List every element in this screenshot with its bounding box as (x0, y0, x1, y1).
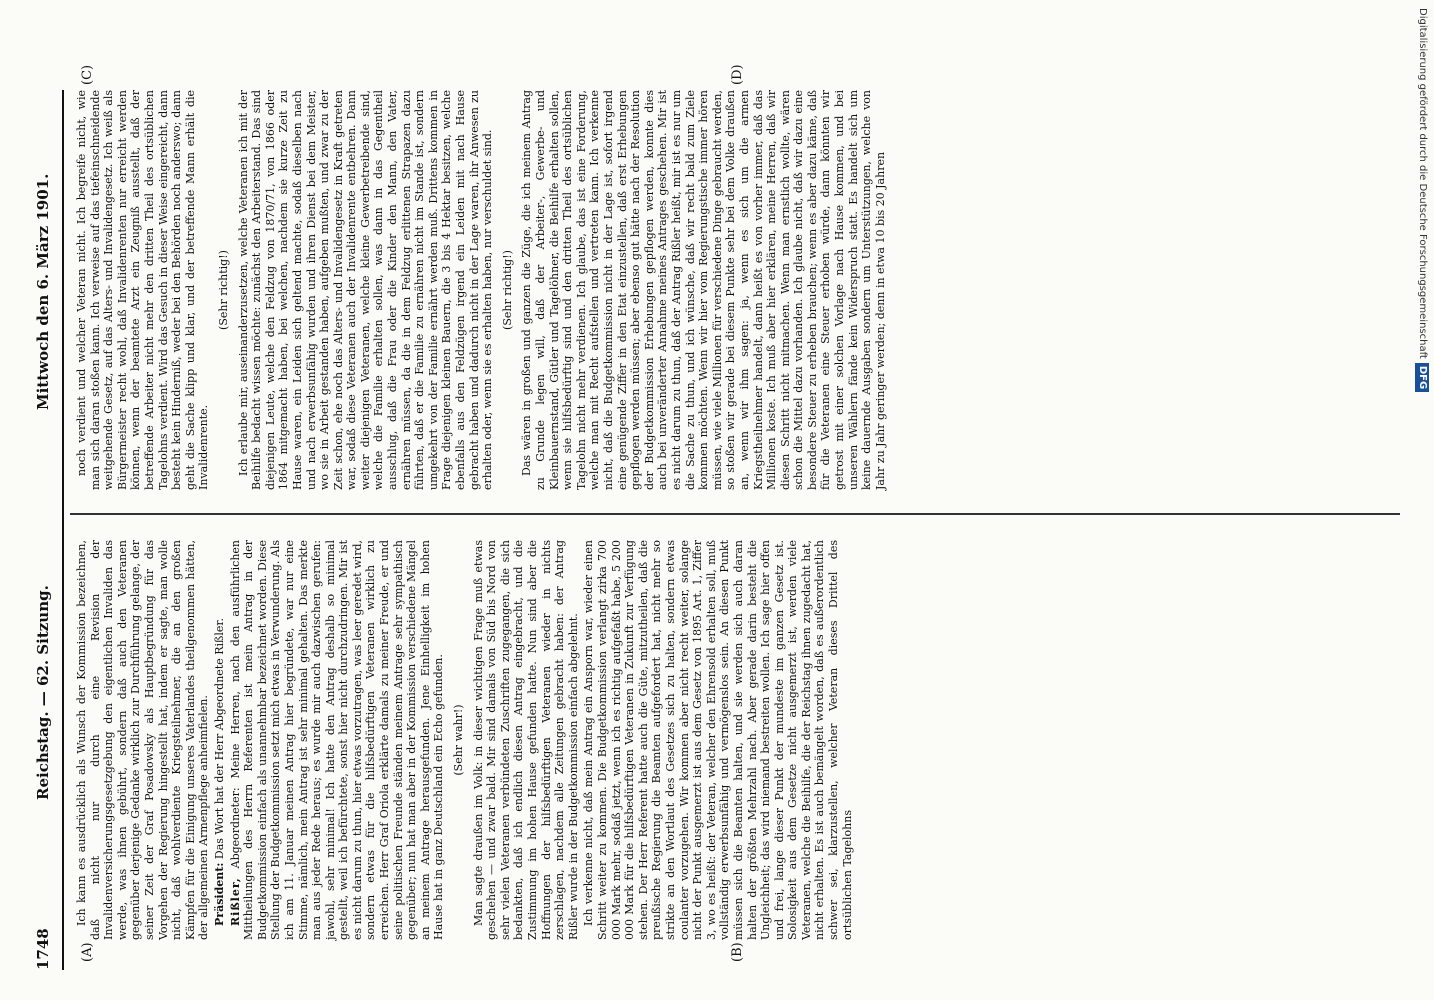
right-column (75, 90, 1375, 490)
paragraph: Ich erlaube mir, auseinanderzusetzen, welche Veteranen ich mit der Beihilfe bedacht wissen möchte: zunächst den Arbeiterstand. Das sind diejenigen Leute, welche den Feldzug von 1870/71, von 1866 oder 1864 mitgemacht haben, bei welchen, nachdem sie kurze Zeit zu Hause waren, ein Leiden sich geltend machte, sodaß dieselben nach und nach erwerbsunfähig wurden und ihren Dienst bei dem Meister, wo sie in Arbeit gestanden haben, aufgeben mußten, und zwar zu der Zeit schon, ehe noch das Alters- und Invalidengesetz in Kraft getreten war, sodaß diese Veteranen auch der Invalidenrente entbehren. Dann weiter diejenigen Veteranen, welche kleine Gewerbetreibende sind, welche die Familie erhalten sollen, was dann in das Gegentheil ausschlug, daß die Frau oder die Kinder den Mann, den Vater, ernähren müssen, da die in dem Feldzug erlittenen Strapazen dazu führten, daß er die Familie zu ernähren nicht im Stande ist, sondern umgekehrt von der Familie ernährt werden muß. Drittens kommen in Frage diejenigen kleinen Bauern, die 3 bis 4 Hektar besitzen, welche ebenfalls aus den Feldzügen irgend ein Leiden mit nach Hause gebracht haben und dadurch nicht in der Lage waren, ihr Anwesen zu erhalten oder, wenn sie es erhalten haben, nur verschuldet sind. (236, 90, 495, 490)
page-number: 1748 (34, 928, 52, 970)
paragraph-text: Das Wort hat der Herr Abgeordnete Rißler. (212, 618, 226, 860)
column-divider (70, 513, 1400, 515)
left-column (75, 540, 1375, 940)
margin-mark-a: (A) (80, 942, 95, 962)
interjection: (Sehr richtig!) (500, 250, 514, 330)
paragraph (213, 540, 227, 940)
speaker-label: Präsident: (212, 862, 226, 926)
paragraph: Ich kann es ausdrücklich als Wunsch der Kommission bezeichnen, daß nicht nur durch eine Revision der Invalidenversicherungsgesetzgebung den eigentlichen Invaliden das werde, was ihnen gebührt, sondern daß auch den Veteranen gegenüber derjenige Gedanke wirklich zur Durchführung gelange, der seiner Zeit der Graf Posadowsky als Hauptbegründung für das Vorgehen der Regierung hingestellt hat, indem er sagte, man wolle nicht, daß wohlverdiente Kriegsteilnehmer, die an den großen Kämpfen für die Einigung unseres Vaterlandes theilgenommen hätten, der allgemeinen Armenpflege anheimfielen. (75, 540, 211, 940)
header-rule (62, 90, 64, 970)
paragraph: noch verdient und welcher Veteran nicht. Ich begreife nicht, wie man sich daran stoßen kann. Ich verweise auf das tiefeinschneidende weitgehende Gesetz, auf das Alters- und Invalidengesetz. Ich weiß als Bürgermeister recht wohl, daß Invalidenrenten nur erreicht werden können, wenn der beamtete Arzt ein Zeugniß ausstellt, daß der betreffende Arbeiter nicht mehr den dritten Theil des ortsüblichen Tagelohns verdient. Wird das Gesuch in dieser Weise eingereicht, dann besteht kein Hinderniß, weder bei den Behörden noch anderswo; dann geht die Sache klipp und klar, und der betreffende Mann erhält die Invalidenrente. (75, 90, 211, 490)
header-title-left: Reichstag. — 62. Sitzung. (34, 585, 52, 800)
page-header (30, 110, 60, 970)
paragraph: Ich verkenne nicht, daß mein Antrag ein Ansporn war, wieder einen Schritt weiter zu kommen. Die Budgetkommission verlangt zirka 700 000 Mark mehr, sodaß jetzt, wenn ich es richtig aufgefaßt habe, 5 200 000 Mark für die hilfsbedürftigen Veteranen in Zukunft zur Verfügung stehen. Der Herr Referent hatte auch die Güte, mitzutheilen, daß die preußische Regierung die Beamten aufgefordert hat, nicht mehr so strikte an den Wortlaut des Gesetzes sich zu halten, sondern etwas coulanter vorzugehen. Wir kommen aber nicht recht weiter, solange nicht der Punkt ausgemerzt ist aus dem Gesetz von 1895 Art. 1, Ziffer 3, wo es heißt: der Veteran, welcher den Ehrensold erhalten soll, muß vollständig erwerbsunfähig und vermögenslos sein. An diesen Punkt müssen sich die Beamten halten, und sie werden sich auch daran halten der größten Mehrzahl nach. Aber gerade darin besteht die Ungleichheit; das wird niemand bestreiten wollen. Ich sage hier offen und frei, lange dieser Punkt der mundeste im ganzen Gesetz ist. Solosigkeit aus dem Gesetze nicht ausgemerzt ist, werden viele Veteranen, welche die Beihilfe, die der Reichstag ihnen zugedacht hat, nicht erhalten. Es ist auch bemängelt worden, daß es außerordentlich schwer sei, klarzustellen, welcher Veteran dieses Drittel des ortsüblichen Tagelohns (582, 540, 854, 940)
interjection: (Sehr wahr!) (452, 704, 466, 776)
interjection: (Sehr richtig!) (216, 250, 230, 330)
paragraph-text: Abgeordneter: Meine Herren, nach den ausführlichen Mittheilungen des Herrn Referenten ist mein Antrag in der Budgetkommission einfach als unannehmbar bezeichnet worden. Diese Stellung der Budgetkommission setzt mich etwas in Verwunderung. Als ich am 11. Januar meinen Antrag hier begründete, war nur eine Stimme, nämlich, mein Antrag ist sehr minimal gehalten. Das merkte man aus jeder Rede heraus; es wurde mir auch dazwischen gerufen: jawohl, sehr minimal! Ich hatte den Antrag deshalb so minimal gestellt, weil ich befürchtete, sonst hier nicht durchzudringen. Mir ist es nicht darum zu thun, hier etwas vorzutragen, was leer geredet wird, sondern etwas für die hilfsbedürftigen Veteranen wirklich zu erreichen. Herr Graf Oriola erklärte damals zu meiner Freude, er und seine politischen Freunde ständen meinem Antrage sehr sympathisch gegenüber; nun hat man aber in der Kommission verschiedene Mängel an meinem Antrage herausgefunden. Jene Einhelligkeit im hohen Hause hat in ganz Deutschland ein Echo gefunden. (228, 540, 446, 940)
dfg-logo: DFG (1415, 363, 1429, 392)
paragraph (229, 540, 447, 940)
funding-credit (1411, 8, 1433, 948)
paragraph: Man sagte draußen im Volk: in dieser wichtigen Frage muß etwas geschehen — und zwar bald. Mir sind damals von Süd bis Nord von sehr vielen Veteranen verbündeten Zuschriften zugegangen, die sich bedankten, daß ich endlich diesen Antrag eingebracht, und die Zustimmung im hohen Hause gefunden hatte. Nun sind aber die Hoffnungen der hilfsbedürftigen Veteranen wieder in nichts zerschlagen, nachdem alle Zeitungen gebracht haben: der Antrag Rißler wurde in der Budgetkommission einfach abgelehnt. (471, 540, 580, 940)
funding-credit-text: Digitalisierung gefördert durch die Deutsche Forschungsgemeinschaft (1417, 8, 1428, 359)
margin-mark-d: (D) (730, 64, 745, 85)
rotated-page-content (0, 20, 1434, 1000)
funding-sidebar (1411, 8, 1433, 948)
margin-mark-b: (B) (730, 942, 745, 962)
header-title-right: Mittwoch den 6. März 1901. (34, 173, 52, 410)
paragraph: Das wären in großen und ganzen die Züge, die ich meinem Antrag zu Grunde legen will, daß der Arbeiter-, Gewerbe- und Kleinbauernstand, Gütler und Tagelöhner, die Beihilfe erhalten sollen, wenn sie hilfsbedürftig sind und den dritten Theil des ortsüblichen Tagelohn nicht mehr verdienen. Ich glaube, das ist eine Forderung, welche man mit Recht aufstellen und vertreten kann. Ich verkenne nicht, daß die Budgetkommission nicht in der Lage ist, sofort irgend eine genügende Ziffer in den Etat einzustellen, daß erst Erhebungen gepflogen werden müssen; aber ebenso gut hätte nach der Resolution der Budgetkommission Erhebungen gepflogen werden, konnte dies auch bei unveränderter Annahme meines Antrages geschehen. Mir ist es nicht darum zu thun, daß der Antrag Rißler heißt, mir ist es nur um die Sache zu thun, und ich wünsche, daß wir recht bald zum Ziele kommen möchten. Wenn wir hier vom Regierungstische immer hören müssen, wie viele Millionen für verschiedene Dinge gebraucht werden, so stoßen wir gerade bei diesem Punkte sehr bei dem Volke draußen an, wenn wir ihm sagen: ja, wenn es sich um die armen Kriegstheilnehmer handelt, dann heißt es von vorher immer, daß das Millionen koste. Ich muß aber hier erklären, meine Herren, daß wir diesen Schritt nicht mitmachen. Wenn man ernstlich wollte, wären schon die Mittel dazu vorhanden. Ich glaube nicht, daß wir dazu eine besondere Steuer zu erheben brauchen; wenn es aber dazu käme, daß für die Veteranen eine Steuer erhoben würde, dann könnten wir getrost mit einer solchen Vorlage nach Hause kommen, und bei unseren Wählern fände kein Widerspruch statt. Es handelt sich um keine dauernde Ausgaben sondern um Unterstützungen, welche von Jahr zu Jahr geringer werden; denn in etwa 10 bis 20 Jahren (520, 90, 887, 490)
margin-mark-c: (C) (80, 64, 95, 85)
speaker-label: Rißler, (228, 877, 242, 926)
